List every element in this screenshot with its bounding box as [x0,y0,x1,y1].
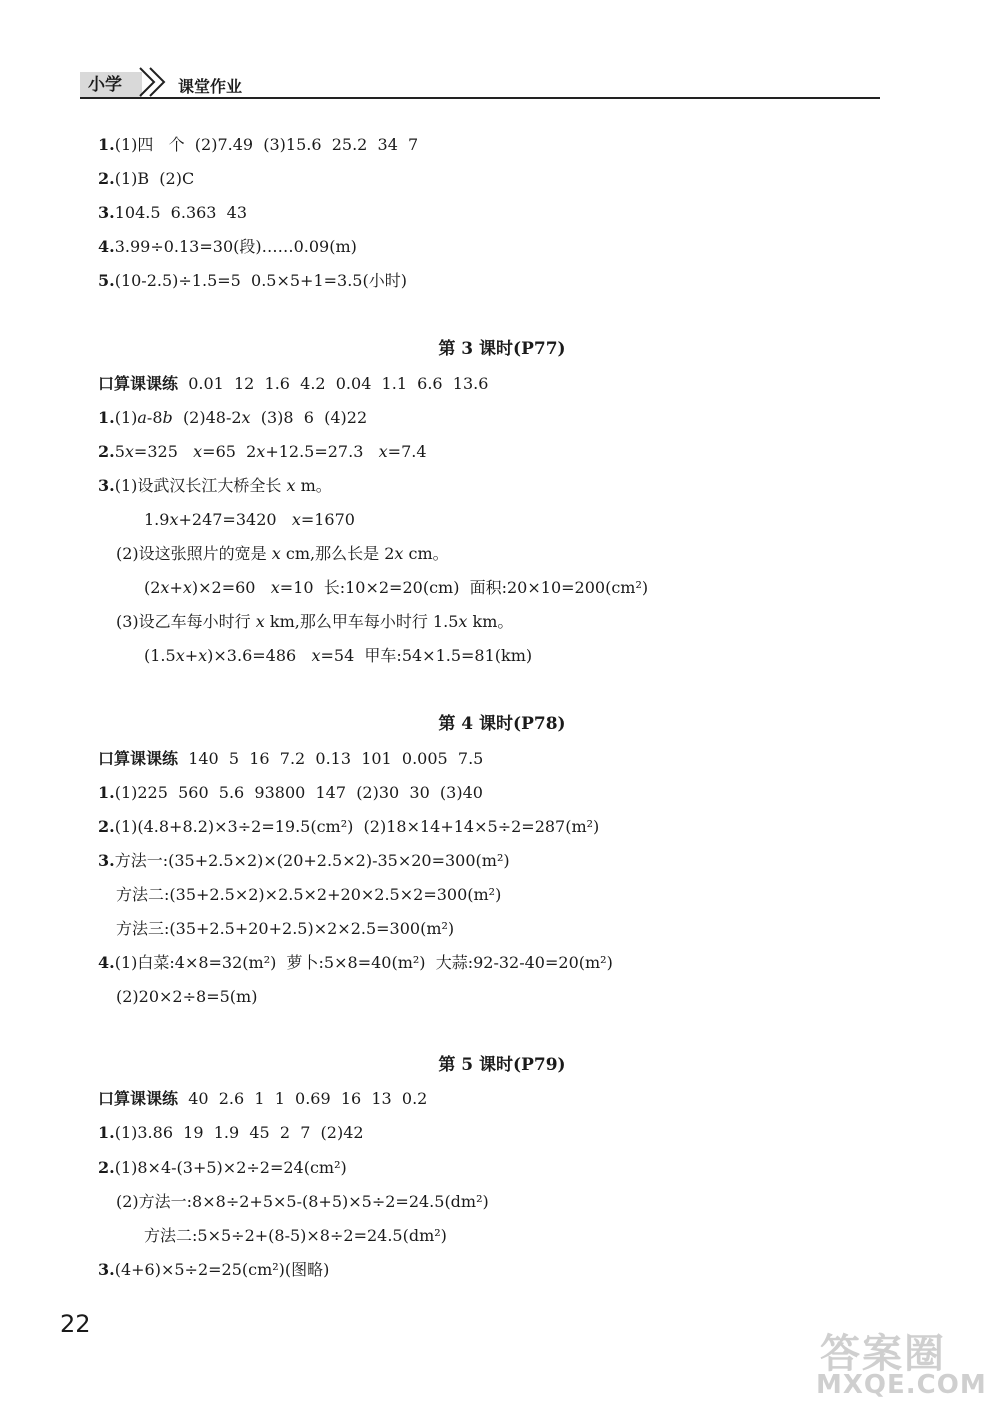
answer-text: =65 2 [202,441,257,461]
answer-text: (1)设武汉长江大桥全长 [114,475,287,495]
answer-text: 5 [114,441,125,461]
answer-text: 方法三:(35+2.5+20+2.5)×2×2.5=300(m²) [116,918,455,938]
variable: x [256,441,266,461]
variable: x [255,612,265,632]
answer-line [98,162,898,196]
page-header [80,66,880,100]
answer-line [98,1185,898,1219]
answer-content [98,128,898,1287]
answer-text: 1.9 [144,509,170,529]
answer-line [98,435,898,469]
answer-line [98,1082,898,1116]
item-number: 1. [98,1123,115,1143]
variable: x [198,646,208,666]
answer-text: +12.5=27.3 [265,441,379,461]
double-chevron-icon [138,66,178,98]
answer-text: (3)8 6 (4)22 [250,407,368,427]
answer-line [98,1253,898,1287]
answer-text: (2)20×2÷8=5(m) [116,987,258,1007]
item-number: 2. [98,169,115,189]
answer-line [98,878,898,912]
answer-text: =10 长:10×2=20(cm) 面积:20×10=200(cm²) [279,578,649,598]
answer-line [98,367,898,401]
watermark [812,1322,992,1402]
item-number: 3. [98,203,115,223]
answer-text: 3.99÷0.13=30(段)……0.09(m) [114,237,357,257]
answer-text: +247=3420 [178,509,292,529]
variable: x [175,646,185,666]
section-gap [98,673,898,707]
answer-line [98,264,898,298]
variable: b [162,407,173,427]
answer-text: (1)四 个 (2)7.49 (3)15.6 25.2 34 7 [114,135,419,154]
answer-text: m。 [295,475,332,495]
drill-label: 口算课课练 [98,1089,179,1109]
item-number: 4. [98,237,115,257]
variable: x [378,441,388,461]
item-number: 3. [98,1259,115,1279]
item-number: 2. [98,1157,115,1177]
answer-line [98,503,898,537]
answer-line [98,980,898,1014]
variable: x [193,441,203,461]
item-number: 5. [98,271,115,291]
answer-line [98,230,898,264]
answer-text: (3)设乙车每小时行 [116,612,256,632]
answer-line [98,196,898,230]
item-number: 2. [98,816,115,836]
answer-text: (1)(4.8+8.2)×3÷2=19.5(cm²) (2)18×14+14×5÷2=287(m²) [114,816,600,836]
answer-text: (2)方法一:8×8÷2+5×5-(8+5)×5÷2=24.5(dm²) [116,1191,489,1211]
answer-text: =7.4 [387,441,427,461]
item-number: 4. [98,953,115,973]
variable: a [137,407,147,427]
answer-line [98,776,898,810]
answer-text: (1)225 560 5.6 93800 147 (2)30 30 (3)40 [114,782,483,802]
item-number: 3. [98,850,115,870]
answer-line [98,912,898,946]
answer-text: 140 5 16 7.2 0.13 101 0.005 7.5 [178,748,484,768]
header-rule [80,97,880,99]
answer-line [98,1219,898,1253]
variable: x [311,646,321,666]
answer-text: 0.01 12 1.6 4.2 0.04 1.1 6.6 13.6 [178,373,489,393]
answer-text: (2 [144,578,161,598]
variable: x [241,407,251,427]
answer-text: (1.5 [144,646,176,666]
drill-label: 口算课课练 [98,748,179,768]
item-number: 1. [98,407,115,427]
variable: x [270,578,280,598]
answer-line [98,1116,898,1150]
variable: x [458,612,468,632]
drill-label: 口算课课练 [98,373,179,393]
answer-text: cm。 [403,544,449,564]
item-number: 2. [98,441,115,461]
answer-text: 40 2.6 1 1 0.69 16 13 0.2 [178,1089,428,1109]
variable: x [160,578,170,598]
answer-text: (1)8×4-(3+5)×2÷2=24(cm²) [114,1157,347,1177]
answer-text: + [169,578,183,598]
variable: x [124,441,134,461]
lesson-heading: 第 5 课时(P79) [438,1055,566,1076]
answer-text: (10-2.5)÷1.5=5 0.5×5+1=3.5(小时) [114,271,407,291]
answer-text: =325 [133,441,194,461]
lesson-heading: 第 4 课时(P78) [438,714,566,735]
answer-line [98,571,898,605]
answer-line [98,639,898,673]
answer-line [98,605,898,639]
answer-text: 方法二:5×5÷2+(8-5)×8÷2=24.5(dm²) [144,1225,447,1245]
variable: x [169,509,179,529]
watermark-top: 答案圈 [820,1331,946,1377]
answer-text: (1)3.86 19 1.9 45 2 7 (2)42 [114,1123,364,1143]
answer-text: 方法一:(35+2.5×2)×(20+2.5×2)-35×20=300(m²) [114,850,510,870]
answer-line [98,844,898,878]
answer-text: (1) [114,407,138,427]
lesson-heading: 第 3 课时(P77) [438,339,566,360]
answer-text: (4+6)×5÷2=25(cm²)(图略) [114,1259,330,1279]
section-gap [98,1014,898,1048]
answer-text: )×2=60 [191,578,271,598]
answer-text: (2)设这张照片的宽是 [116,544,272,564]
answer-text: )×3.6=486 [207,646,312,666]
answer-text: (1)白菜:4×8=32(m²) 萝卜:5×8=40(m²) 大蒜:92-32-40=20(m²) [114,953,613,973]
answer-text: (1)B (2)C [114,169,195,189]
variable: x [182,578,192,598]
variable: x [394,544,404,564]
section-gap [98,298,898,332]
book-title: 课堂作业 [178,77,243,96]
answer-text: =1670 [300,509,355,529]
item-number: 1. [98,782,115,802]
answer-text: + [184,646,199,666]
item-number: 3. [98,475,115,495]
answer-text: -8 [146,407,163,427]
answer-text: km,那么甲车每小时行 1.5 [264,612,459,632]
answer-text: =54 甲车:54×1.5=81(km) [320,646,533,666]
answer-line [98,401,898,435]
grade-label: 小学 [80,72,142,98]
answer-line [98,128,898,162]
variable: x [271,544,281,564]
answer-line [98,946,898,980]
watermark-bottom: MXQE.COM [816,1370,987,1400]
answer-line [98,537,898,571]
variable: x [286,475,296,495]
answer-text: km。 [467,612,514,632]
answer-line [98,742,898,776]
answer-text: (2)48-2 [172,407,242,427]
answer-line [98,810,898,844]
answer-text: 方法二:(35+2.5×2)×2.5×2+20×2.5×2=300(m²) [116,884,502,904]
variable: x [291,509,301,529]
answer-line [98,469,898,503]
answer-line [98,1151,898,1185]
answer-text: 104.5 6.363 43 [114,203,248,223]
answer-text: cm,那么长是 2 [280,544,395,564]
item-number: 1. [98,135,115,154]
page-number: 22 [60,1310,91,1338]
